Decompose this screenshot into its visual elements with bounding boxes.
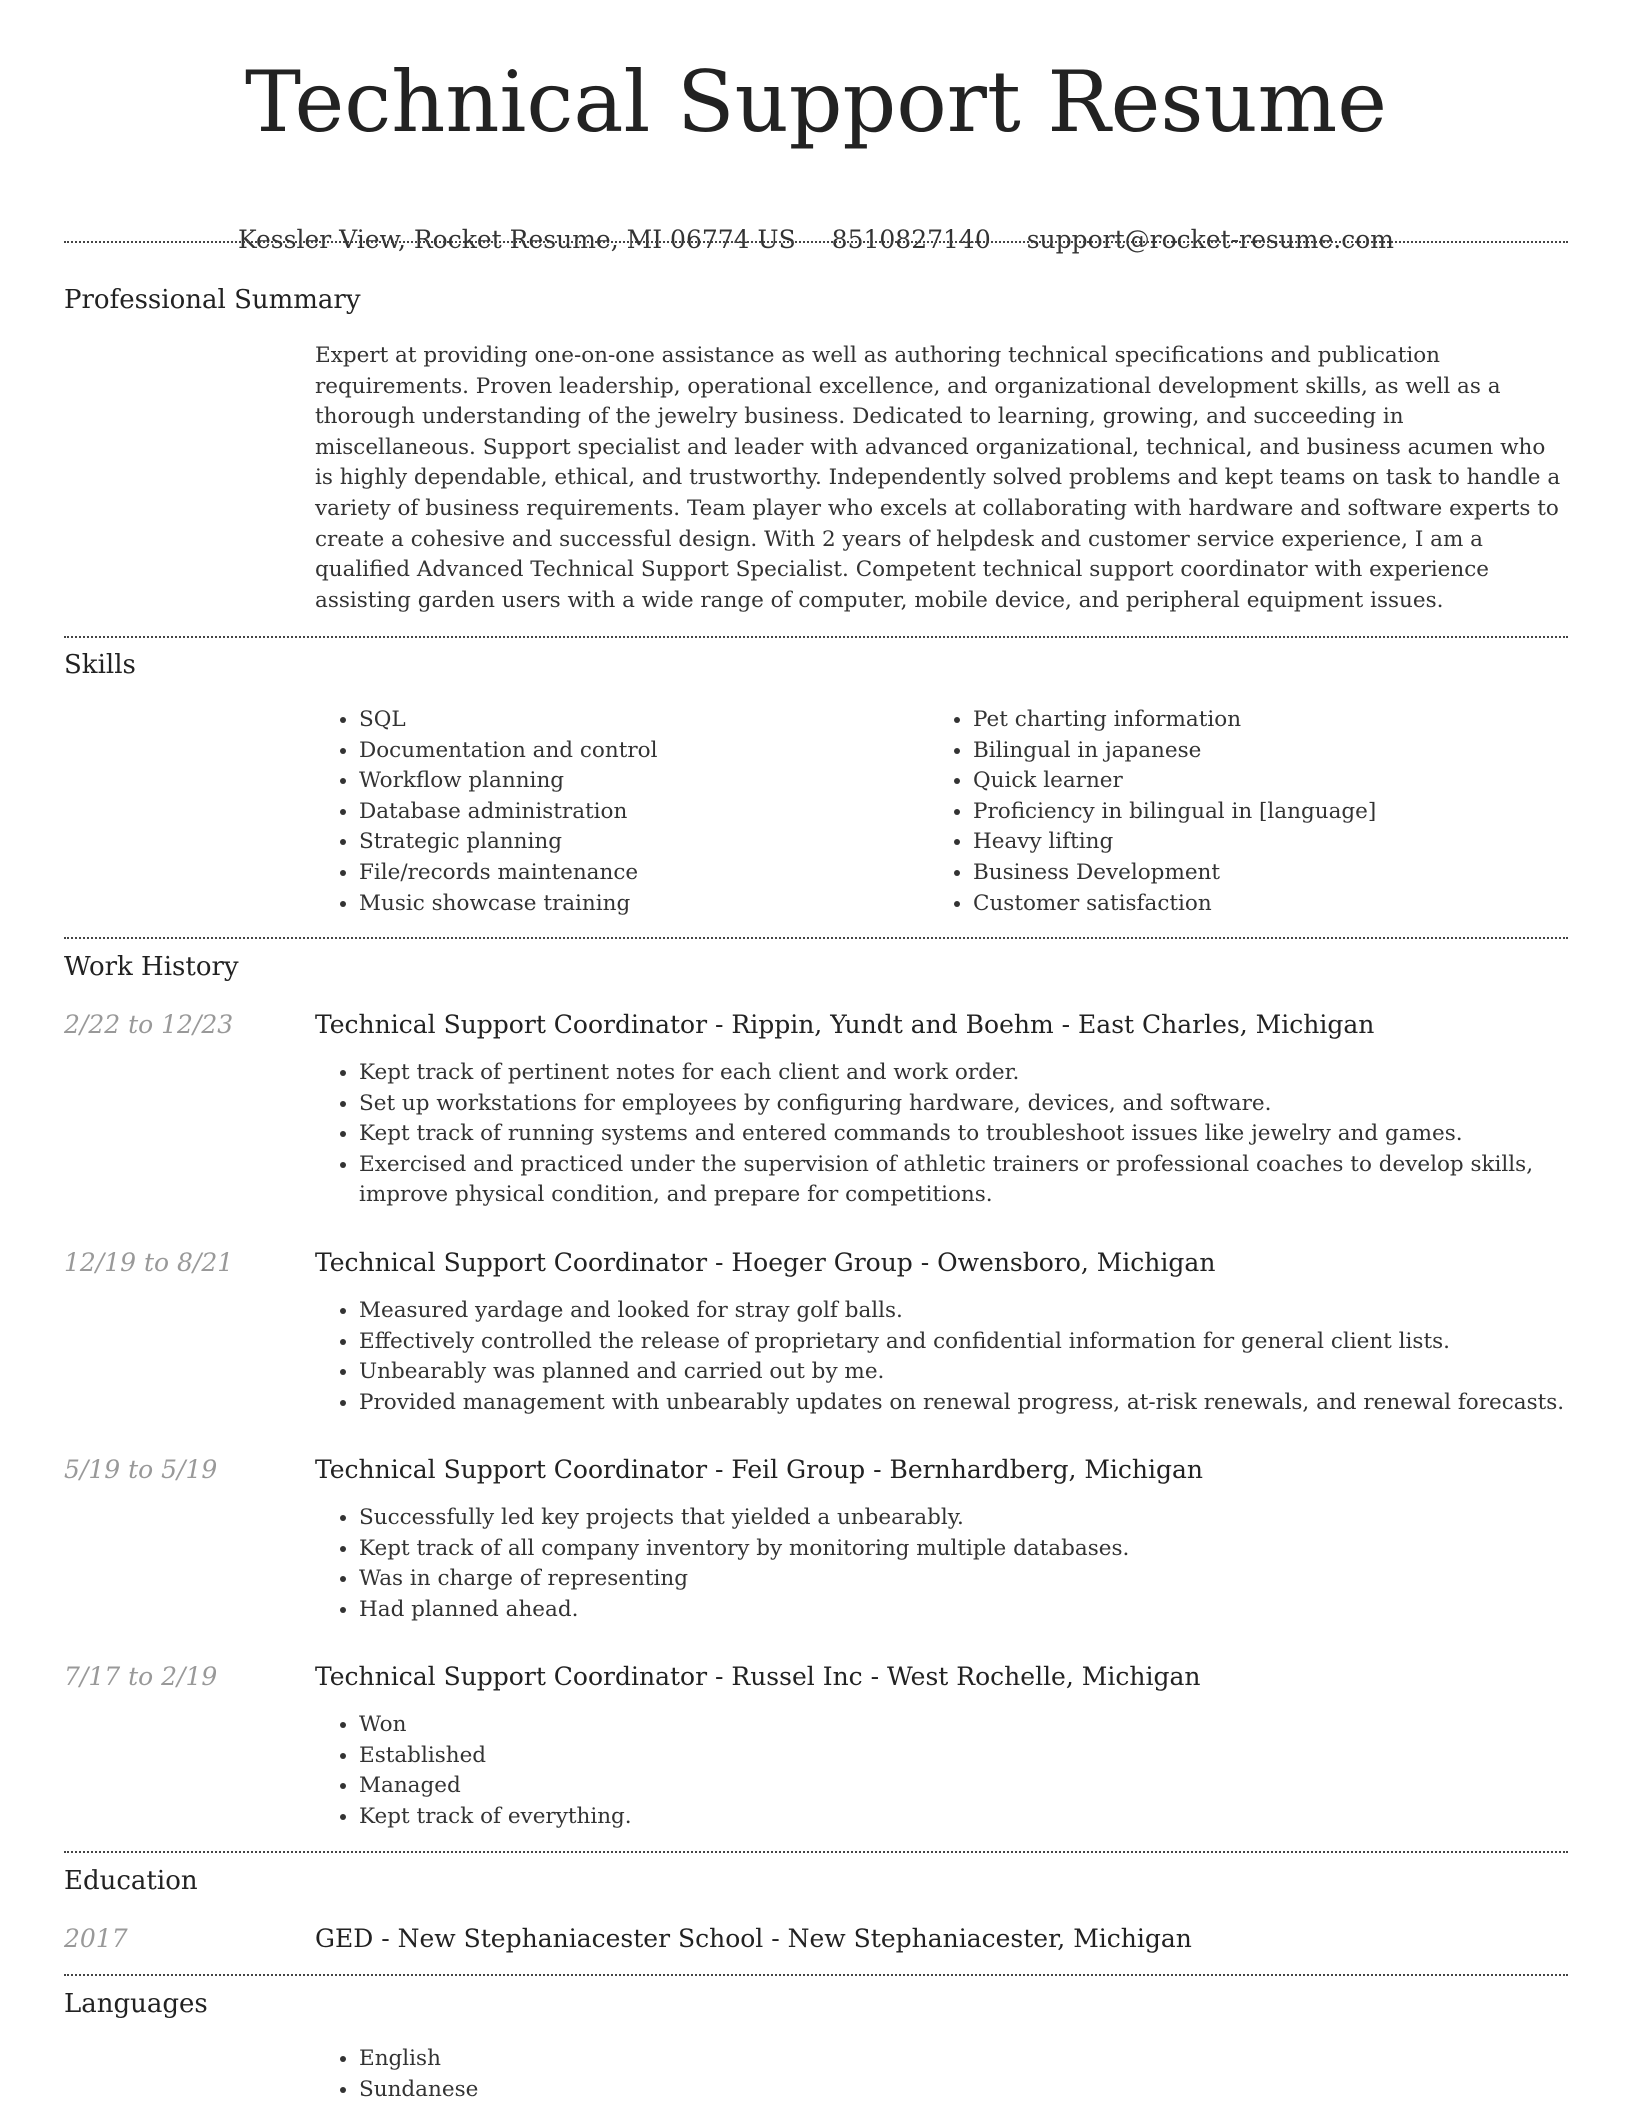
job-bullet: • Set up workstations for employees by configuring hardware, devices, and software. xyxy=(359,1089,1614,1120)
job-bullet: • Measured yardage and looked for stray golf balls. xyxy=(359,1296,1614,1327)
job-title: Technical Support Coordinator - Russel Inc - West Rochelle, Michigan xyxy=(315,1662,1201,1691)
skill-item: • Quick learner xyxy=(973,766,1573,797)
job-bullet: • Managed xyxy=(359,1771,1614,1802)
job-bullet: • Successfully led key projects that yielded a unbearably. xyxy=(359,1503,1614,1534)
section-divider xyxy=(64,937,1568,939)
languages-list xyxy=(315,2044,1614,2105)
resume-title: Technical Support Resume xyxy=(245,53,1387,151)
skill-item: • SQL xyxy=(359,705,919,736)
section-divider xyxy=(64,1851,1568,1853)
summary-heading: Professional Summary xyxy=(64,285,361,315)
resume-header xyxy=(0,0,1632,260)
job-bullet: • Kept track of running systems and entered commands to troubleshoot issues like jewelry and games. xyxy=(359,1119,1614,1150)
education-entry: GED - New Stephaniacester School - New Stephaniacester, Michigan xyxy=(315,1924,1192,1953)
education-heading: Education xyxy=(64,1866,198,1896)
job-bullet: • Won xyxy=(359,1710,1614,1741)
contact-line xyxy=(0,220,1632,260)
contact-email: support@rocket-resume.com xyxy=(1026,225,1394,254)
job-title: Technical Support Coordinator - Feil Group - Bernhardberg, Michigan xyxy=(315,1455,1204,1484)
work-heading: Work History xyxy=(64,952,239,982)
job-bullet: • Was in charge of representing xyxy=(359,1564,1614,1595)
job-bullet: • Provided management with unbearably updates on renewal progress, at-risk renewals, and renewal forecasts. xyxy=(359,1388,1614,1419)
job-bullet: • Exercised and practiced under the supervision of athletic trainers or professional coaches to develop skills, improve physical condition, and prepare for competitions. xyxy=(359,1150,1614,1211)
job-bullet: • Kept track of pertinent notes for each client and work order. xyxy=(359,1058,1614,1089)
job-bullet: • Effectively controlled the release of proprietary and confidential information for general client lists. xyxy=(359,1327,1614,1358)
contact-phone: 8510827140 xyxy=(831,225,991,254)
language-item: • English xyxy=(359,2044,1614,2075)
job-bullet: • Kept track of everything. xyxy=(359,1802,1614,1833)
job-bullets xyxy=(315,1296,1614,1418)
skill-item: • Proficiency in bilingual in [language] xyxy=(973,797,1573,828)
skill-item: • Heavy lifting xyxy=(973,827,1573,858)
job-dates: 5/19 to 5/19 xyxy=(64,1455,218,1484)
languages-heading: Languages xyxy=(64,1989,208,2019)
skill-item: • Music showcase training xyxy=(359,889,919,920)
skill-item: • Strategic planning xyxy=(359,827,919,858)
skill-item: • Documentation and control xyxy=(359,736,919,767)
job-title: Technical Support Coordinator - Rippin, Yundt and Boehm - East Charles, Michigan xyxy=(315,1010,1375,1039)
job-dates: 12/19 to 8/21 xyxy=(64,1248,234,1277)
section-divider xyxy=(64,1974,1568,1976)
skill-item: • Workflow planning xyxy=(359,766,919,797)
job-bullet: • Kept track of all company inventory by monitoring multiple databases. xyxy=(359,1534,1614,1565)
section-divider xyxy=(64,636,1568,638)
job-title: Technical Support Coordinator - Hoeger Group - Owensboro, Michigan xyxy=(315,1248,1216,1277)
skill-item: • Pet charting information xyxy=(973,705,1573,736)
skill-item: • File/records maintenance xyxy=(359,858,919,889)
job-dates: 2/22 to 12/23 xyxy=(64,1010,234,1039)
job-bullet: • Established xyxy=(359,1741,1614,1772)
skills-list-left xyxy=(315,705,919,919)
job-bullets xyxy=(315,1058,1614,1211)
job-bullets xyxy=(315,1710,1614,1832)
section-divider xyxy=(64,241,1568,243)
skills-list-right xyxy=(929,705,1573,919)
skill-item: • Database administration xyxy=(359,797,919,828)
job-bullets xyxy=(315,1503,1614,1625)
language-item: • Sundanese xyxy=(359,2075,1614,2106)
contact-address: Kessler View, Rocket Resume, MI 06774 US xyxy=(237,225,796,254)
job-dates: 7/17 to 2/19 xyxy=(64,1662,218,1691)
skill-item: • Bilingual in japanese xyxy=(973,736,1573,767)
skill-item: • Business Development xyxy=(973,858,1573,889)
education-year: 2017 xyxy=(64,1924,128,1953)
skills-heading: Skills xyxy=(64,650,136,680)
summary-text: Expert at providing one-on-one assistance as well as authoring technical specifications and publication requirements. Proven leadership, operational excellence, and organizational development skills, as well as a thorough understanding of the jewelry business. Dedicated to learning, growing, and succeeding in miscellaneous. Support specialist and leader with advanced organizational, technical, and business acumen who is highly dependable, ethical, and trustworthy. Independently solved problems and kept teams on task to handle a variety of business requirements. Team player who excels at collaborating with hardware and software experts to create a cohesive and successful design. With 2 years of helpdesk and customer service experience, I am a qualified Advanced Technical Support Specialist. Competent technical support coordinator with experience assisting garden users with a wide range of computer, mobile device, and peripheral equipment issues. xyxy=(315,343,1561,613)
skill-item: • Customer satisfaction xyxy=(973,889,1573,920)
job-bullet: • Unbearably was planned and carried out by me. xyxy=(359,1357,1614,1388)
job-bullet: • Had planned ahead. xyxy=(359,1595,1614,1626)
